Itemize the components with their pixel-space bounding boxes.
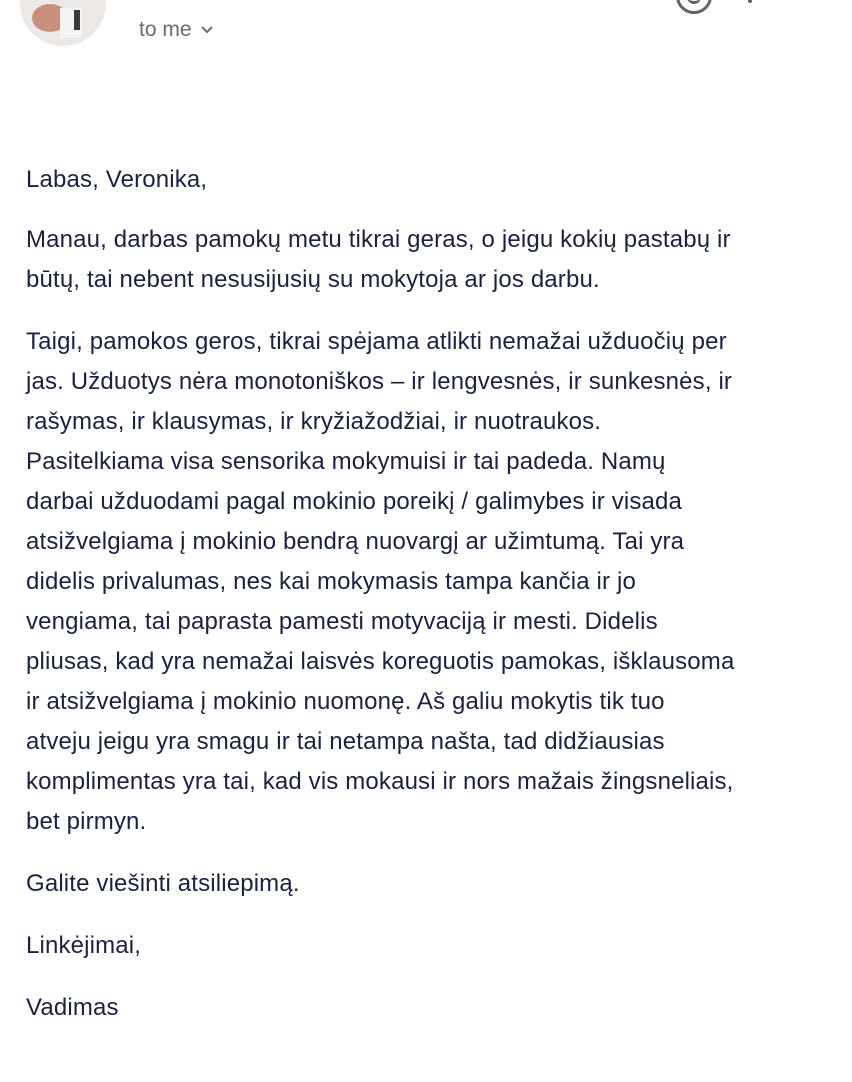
signature: Vadimas xyxy=(26,994,119,1021)
add-reaction-icon[interactable] xyxy=(676,0,712,14)
text-line: didelis privalumas, nes kai mokymasis tampa kančia ir jo xyxy=(26,568,636,595)
paragraph-1 xyxy=(26,220,831,300)
avatar-photo xyxy=(20,0,106,46)
text-line: bet pirmyn. xyxy=(26,808,147,835)
message-actions xyxy=(676,0,752,14)
recipient-details-toggle[interactable] xyxy=(139,18,214,42)
text-line: komplimentas yra tai, kad vis mokausi ir nors mažais žingsneliais, xyxy=(26,768,734,795)
text-line: rašymas, ir klausymas, ir kryžiažodžiai, ir nuotraukos. xyxy=(26,408,602,435)
text-line: ir atsižvelgiama į mokinio nuomonę. Aš galiu mokytis tik tuo xyxy=(26,688,665,715)
more-options-icon[interactable] xyxy=(748,0,752,3)
text-line: darbai užduodami pagal mokinio poreikį / galimybes ir visada xyxy=(26,488,683,515)
paragraph-3: Galite viešinti atsiliepimą. xyxy=(26,870,300,897)
text-line: atveju jeigu yra smagu ir tai netampa našta, tad didžiausias xyxy=(26,728,665,755)
text-line: pliusas, kad yra nemažai laisvės koreguotis pamokas, išklausoma xyxy=(26,648,735,675)
text-line: Manau, darbas pamokų metu tikrai geras, o jeigu kokių pastabų ir xyxy=(26,226,731,253)
paragraph-2 xyxy=(26,322,831,842)
text-line: Taigi, pamokos geros, tikrai spėjama atlikti nemažai užduočių per xyxy=(26,328,727,355)
recipient-label: to me xyxy=(139,18,192,41)
text-line: būtų, tai nebent nesusijusių su mokytoja ar jos darbu. xyxy=(26,266,600,293)
chevron-down-icon xyxy=(200,23,214,37)
email-body xyxy=(26,160,831,1050)
sender-avatar[interactable] xyxy=(20,0,106,46)
text-line: Pasitelkiama visa sensorika mokymuisi ir tai padeda. Namų xyxy=(26,448,666,475)
text-line: atsižvelgiama į mokinio bendrą nuovargį ar užimtumą. Tai yra xyxy=(26,528,685,555)
greeting: Labas, Veronika, xyxy=(26,166,208,193)
text-line: vengiama, tai paprasta pamesti motyvaciją ir mesti. Didelis xyxy=(26,608,658,635)
closing: Linkėjimai, xyxy=(26,932,142,959)
text-line: jas. Užduotys nėra monotoniškos – ir lengvesnės, ir sunkesnės, ir xyxy=(26,368,733,395)
